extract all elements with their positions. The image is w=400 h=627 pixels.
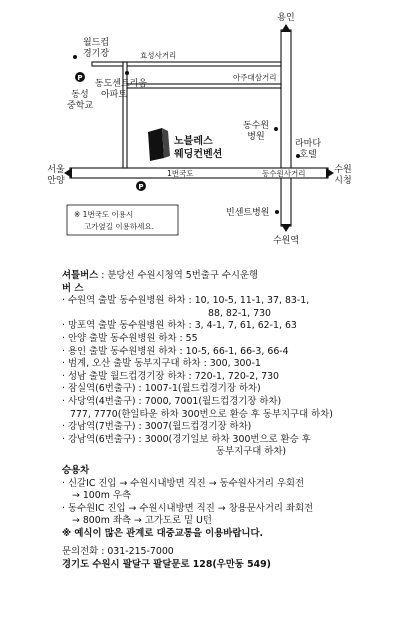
label-ramada: 라마다 <box>294 139 322 149</box>
route-line: · 성남 출발 월드컵경기장 하차 : 720-1, 720-2, 730 <box>62 370 279 382</box>
route-line-continued: 88, 82-1, 730 <box>208 307 272 319</box>
label-venue: 웨딩컨벤션 <box>174 149 223 160</box>
route-line-continued: 동부지구대 하차) <box>216 446 287 458</box>
label-dongsuwon-hospital: 동수원 <box>242 121 270 131</box>
route-line: · 범계, 오산 출발 동부지구대 하차 : 300, 300-1 <box>62 358 261 370</box>
label-venue: 노블레스 <box>174 136 213 147</box>
label-dongseong: 중학교 <box>66 101 94 111</box>
route-line-continued: → 800m 좌측 → 고가도로 밑 U턴 <box>72 515 212 527</box>
marker-vincent <box>275 210 279 214</box>
parking-icon <box>75 72 85 82</box>
label-dongsuwon-hospital: 병원 <box>247 132 265 142</box>
public-transport-notice: ※ 예식이 많은 관계로 대중교통을 이용바랍니다. <box>62 527 264 539</box>
label-worldcup: 월드컵 <box>82 38 110 48</box>
route-line: · 동수원IC 진입 → 수원시내방면 직진 → 창용문사거리 좌회전 <box>62 502 314 514</box>
route-line-continued: → 100m 우측 <box>72 490 131 502</box>
route-note-box <box>67 205 178 235</box>
route-line: · 강남역(7번출구) : 3007(월드컵경기장 하차) <box>62 421 252 433</box>
label-suwon-cityhall: 수원 <box>334 165 352 175</box>
arrow-left-seoul <box>64 168 72 178</box>
route-line-continued: 777, 7770(한일타운 하차 300번으로 환승 후 동부지구대 하차) <box>70 408 333 420</box>
svg-text:P: P <box>77 74 83 82</box>
arrow-up-yongin <box>281 24 291 32</box>
shuttle-bus-label: 셔틀버스 <box>62 270 99 281</box>
label-dongsuwon-intersection: 동수원사거리 <box>262 169 306 178</box>
shuttle-bus-text: : 분당선 수원시청역 5번출구 수시운행 <box>98 270 259 281</box>
route-line: · 망포역 출발 동수원병원 하차 : 3, 4-1, 7, 61, 62-1, 63 <box>62 320 297 332</box>
car-route-list <box>62 478 394 528</box>
label-ajudaesa: 아주대삼거리 <box>233 73 277 82</box>
marker-worldcup <box>73 55 77 59</box>
arrow-right-suwon-cityhall <box>326 168 334 178</box>
label-dongseong: 동성 <box>71 90 89 100</box>
label-vincent-hospital: 빈센트병원 <box>226 208 270 218</box>
bus-route-list <box>62 295 394 459</box>
venue-building-icon <box>148 128 170 161</box>
car-label: 승용차 <box>62 464 90 476</box>
label-dongdo-apt: 동도센트리움 <box>94 79 148 89</box>
svg-text:P: P <box>138 183 144 191</box>
bus-label: 버 스 <box>62 282 84 294</box>
label-hyoseong-intersection: 효성사거리 <box>140 51 177 60</box>
label-worldcup: 경기장 <box>82 49 110 59</box>
label-suwon-station: 수원역 <box>272 236 300 246</box>
label-dongdo-apt: 아파트 <box>100 90 128 100</box>
label-anyang: 안양 <box>47 176 65 186</box>
route-line: · 잠실역(6번출구) : 1007-1(월드컵경기장 하차) <box>62 383 261 395</box>
route-line: · 수원역 출발 동수원병원 하차 : 10, 10-5, 11-1, 37, 83-1, <box>62 295 310 307</box>
route-line: · 강남역(6번출구) : 3000(경기일보 하차 300번으로 환승 후 <box>62 433 311 445</box>
svg-text:고가옆길 이용하세요.: 고가옆길 이용하세요. <box>84 222 154 231</box>
road-left-vertical <box>123 62 127 168</box>
contact-phone: 문의전화 : 031-215-7000 <box>62 546 174 558</box>
label-route1: 1번국도 <box>167 169 194 178</box>
arrow-down-suwon-station <box>281 224 291 232</box>
road-hyoseong <box>92 62 281 66</box>
road-yongin-suwon <box>281 30 291 226</box>
svg-text:※ 1번국도 이용시: ※ 1번국도 이용시 <box>74 210 134 219</box>
label-seoul: 서울 <box>47 165 65 175</box>
location-map <box>0 0 400 255</box>
address: 경기도 수원시 팔달구 팔달문로 128(우만동 549) <box>62 559 271 571</box>
route-line: · 안양 출발 동수원병원 하차 : 55 <box>62 332 198 344</box>
marker-dongdo <box>125 71 129 75</box>
road-ajudaesa <box>127 84 281 88</box>
label-yongin: 용인 <box>277 13 295 23</box>
parking-icon <box>136 181 146 191</box>
directions-info <box>62 270 394 572</box>
shuttle-bus-row <box>62 270 394 283</box>
label-suwon-cityhall: 시청 <box>334 176 352 186</box>
route-line: · 사당역(4번출구) : 7000, 7001(월드컵경기장 하차) <box>62 395 282 407</box>
marker-dongsuwon-hospital <box>274 127 278 131</box>
route-line: · 신갈IC 진입 → 수원시내방면 직진 → 동수원사거리 우회전 <box>62 477 305 489</box>
route-line: · 용인 출발 동수원병원 하차 : 10-5, 66-1, 66-3, 66-4 <box>62 345 289 357</box>
label-ramada: 호텔 <box>299 150 317 160</box>
